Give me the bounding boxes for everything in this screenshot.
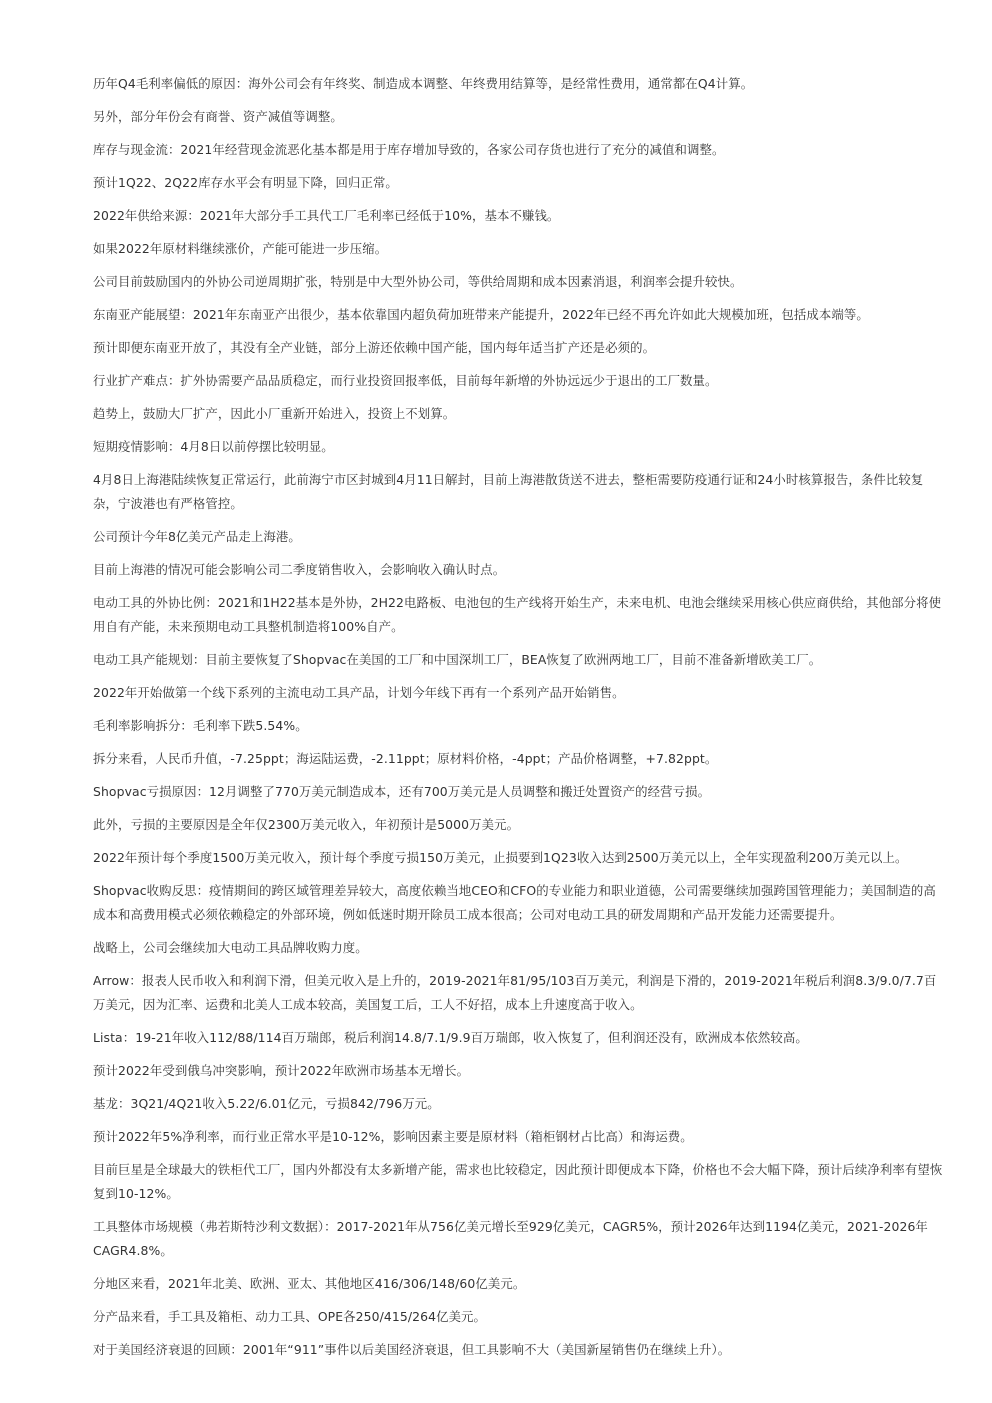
paragraph: Arrow：报表人民币收入和利润下滑，但美元收入是上升的，2019-2021年81/95/103百万美元，利润是下滑的，2019-2021年税后利润8.3/9.0/7.7百万美元，因为汇率、运费和北美人工成本较高，美国复工后，工人不好招，成本上升速度高于收入。 bbox=[93, 973, 937, 1012]
paragraph: 预计即便东南亚开放了，其没有全产业链，部分上游还依赖中国产能，国内每年适当扩产还是必须的。 bbox=[93, 340, 656, 355]
paragraph: 分地区来看，2021年北美、欧洲、亚太、其他地区416/306/148/60亿美元。 bbox=[93, 1276, 526, 1291]
paragraph: 2022年供给来源：2021年大部分手工具代工厂毛利率已经低于10%，基本不赚钱。 bbox=[93, 208, 560, 223]
paragraph: 短期疫情影响：4月8日以前停摆比较明显。 bbox=[93, 439, 334, 454]
paragraph: 分产品来看，手工具及箱柜、动力工具、OPE各250/415/264亿美元。 bbox=[93, 1309, 487, 1324]
paragraph: 电动工具产能规划：目前主要恢复了Shopvac在美国的工厂和中国深圳工厂，BEA恢复了欧洲两地工厂，目前不准备新增欧美工厂。 bbox=[93, 652, 822, 667]
paragraph: 公司预计今年8亿美元产品走上海港。 bbox=[93, 529, 301, 544]
paragraph: 历年Q4毛利率偏低的原因：海外公司会有年终奖、制造成本调整、年终费用结算等，是经常性费用，通常都在Q4计算。 bbox=[93, 76, 754, 91]
paragraph: Lista：19-21年收入112/88/114百万瑞郎，税后利润14.8/7.1/9.9百万瑞郎，收入恢复了，但利润还没有，欧洲成本依然较高。 bbox=[93, 1030, 808, 1045]
paragraph: 拆分来看，人民币升值，-7.25ppt；海运陆运费，-2.11ppt；原材料价格，-4ppt；产品价格调整，+7.82ppt。 bbox=[93, 751, 718, 766]
paragraph: 如果2022年原材料继续涨价，产能可能进一步压缩。 bbox=[93, 241, 388, 256]
paragraph: 预计1Q22、2Q22库存水平会有明显下降，回归正常。 bbox=[93, 175, 398, 190]
paragraph: 预计2022年受到俄乌冲突影响，预计2022年欧洲市场基本无增长。 bbox=[93, 1063, 470, 1078]
paragraph: 库存与现金流：2021年经营现金流恶化基本都是用于库存增加导致的，各家公司存货也进行了充分的减值和调整。 bbox=[93, 142, 725, 157]
paragraph: 2022年开始做第一个线下系列的主流电动工具产品，计划今年线下再有一个系列产品开始销售。 bbox=[93, 685, 625, 700]
paragraph: 此外，亏损的主要原因是全年仅2300万美元收入，年初预计是5000万美元。 bbox=[93, 817, 520, 832]
paragraph: 对于美国经济衰退的回顾：2001年“911”事件以后美国经济衰退，但工具影响不大（美国新屋销售仍在继续上升）。 bbox=[93, 1342, 731, 1357]
paragraph: 公司目前鼓励国内的外协公司逆周期扩张，特别是中大型外协公司，等供给周期和成本因素消退，利润率会提升较快。 bbox=[93, 274, 743, 289]
paragraph: 预计2022年5%净利率，而行业正常水平是10-12%，影响因素主要是原材料（箱柜钢材占比高）和海运费。 bbox=[93, 1129, 693, 1144]
paragraph: 电动工具的外协比例：2021和1H22基本是外协，2H22电路板、电池包的生产线将开始生产，未来电机、电池会继续采用核心供应商供给，其他部分将使用自有产能，未来预期电动工具整机制造将100%自产。 bbox=[93, 595, 942, 634]
paragraph: Shopvac亏损原因：12月调整了770万美元制造成本，还有700万美元是人员调整和搬迁处置资产的经营亏损。 bbox=[93, 784, 711, 799]
paragraph: 行业扩产难点：扩外协需要产品品质稳定，而行业投资回报率低，目前每年新增的外协远远少于退出的工厂数量。 bbox=[93, 373, 718, 388]
paragraph: 目前上海港的情况可能会影响公司二季度销售收入，会影响收入确认时点。 bbox=[93, 562, 506, 577]
paragraph: 战略上，公司会继续加大电动工具品牌收购力度。 bbox=[93, 940, 368, 955]
paragraph: 东南亚产能展望：2021年东南亚产出很少，基本依靠国内超负荷加班带来产能提升，2022年已经不再允许如此大规模加班，包括成本端等。 bbox=[93, 307, 869, 322]
paragraph: 趋势上，鼓励大厂扩产，因此小厂重新开始进入，投资上不划算。 bbox=[93, 406, 456, 421]
paragraph: 另外，部分年份会有商誉、资产减值等调整。 bbox=[93, 109, 343, 124]
paragraph: 4月8日上海港陆续恢复正常运行，此前海宁市区封城到4月11日解封，目前上海港散货送不进去，整柜需要防疫通行证和24小时核算报告，条件比较复杂，宁波港也有严格管控。 bbox=[93, 472, 924, 511]
paragraph: 工具整体市场规模（弗若斯特沙利文数据）：2017-2021年从756亿美元增长至929亿美元，CAGR5%，预计2026年达到1194亿美元，2021-2026年CAGR4.8%。 bbox=[93, 1219, 928, 1258]
paragraph: 毛利率影响拆分：毛利率下跌5.54%。 bbox=[93, 718, 308, 733]
paragraph: 目前巨星是全球最大的铁柜代工厂，国内外都没有太多新增产能，需求也比较稳定，因此预计即便成本下降，价格也不会大幅下降，预计后续净利率有望恢复到10-12%。 bbox=[93, 1162, 943, 1201]
paragraph: 2022年预计每个季度1500万美元收入，预计每个季度亏损150万美元，止损要到1Q23收入达到2500万美元以上，全年实现盈利200万美元以上。 bbox=[93, 850, 908, 865]
paragraph: 基龙：3Q21/4Q21收入5.22/6.01亿元，亏损842/796万元。 bbox=[93, 1096, 440, 1111]
paragraph: Shopvac收购反思：疫情期间的跨区域管理差异较大，高度依赖当地CEO和CFO的专业能力和职业道德，公司需要继续加强跨国管理能力；美国制造的高成本和高费用模式必须依赖稳定的外部环境，例如低迷时期开除员工成本很高；公司对电动工具的研发周期和产品开发能力还需要提升。 bbox=[93, 883, 936, 922]
